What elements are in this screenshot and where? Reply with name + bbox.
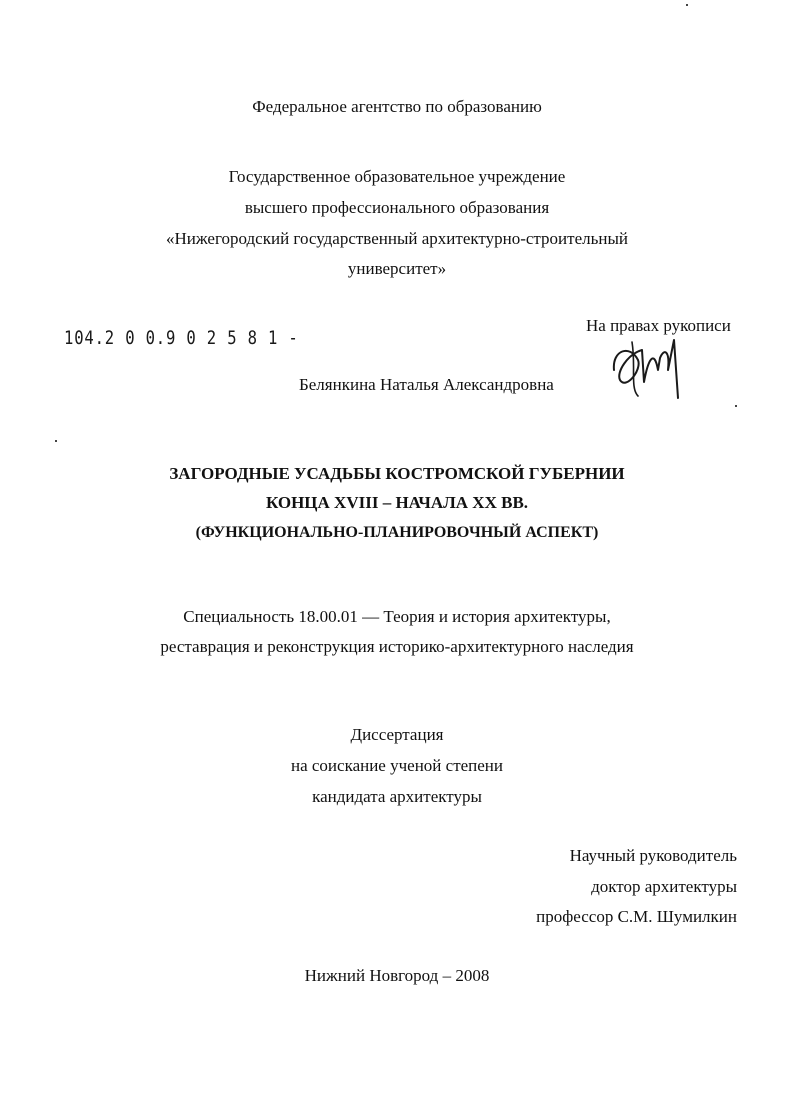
specialty-line-2: реставрация и реконструкция историко-архитектурного наследия: [160, 637, 634, 656]
scan-speck: [55, 440, 57, 442]
supervisor-name: профессор С.М. Шумилкин: [536, 907, 737, 926]
signature-icon: [608, 330, 688, 402]
institution-line-4: университет»: [347, 259, 447, 278]
degree-line-1: на соискание ученой степени: [290, 756, 504, 775]
supervisor-degree: доктор архитектуры: [591, 877, 737, 896]
scan-speck: [735, 405, 737, 407]
rights-note: На правах рукописи: [586, 316, 731, 335]
dissertation-title-line-2: КОНЦА XVIII – НАЧАЛА XX ВВ.: [265, 493, 529, 512]
library-stamp-number: 104.2 0 0.9 0 2 5 8 1 -: [64, 327, 299, 349]
scan-speck: [686, 4, 688, 6]
dissertation-title-line-1: ЗАГОРОДНЫЕ УСАДЬБЫ КОСТРОМСКОЙ ГУБЕРНИИ: [169, 464, 625, 483]
author-name: Белянкина Наталья Александровна: [299, 375, 554, 394]
specialty-line-1: Специальность 18.00.01 — Теория и история архитектуры,: [183, 607, 611, 626]
degree-line-2: кандидата архитектуры: [312, 787, 482, 806]
dissertation-label: Диссертация: [350, 725, 444, 744]
supervisor-role: Научный руководитель: [569, 846, 737, 865]
agency-name: Федеральное агентство по образованию: [252, 97, 542, 116]
institution-line-1: Государственное образовательное учреждение: [228, 167, 566, 186]
institution-line-3: «Нижегородский государственный архитектурно-строительный: [166, 229, 628, 248]
institution-line-2: высшего профессионального образования: [244, 198, 550, 217]
dissertation-title-line-3: (ФУНКЦИОНАЛЬНО-ПЛАНИРОВОЧНЫЙ АСПЕКТ): [195, 524, 599, 541]
city-year: Нижний Новгород – 2008: [304, 966, 490, 985]
